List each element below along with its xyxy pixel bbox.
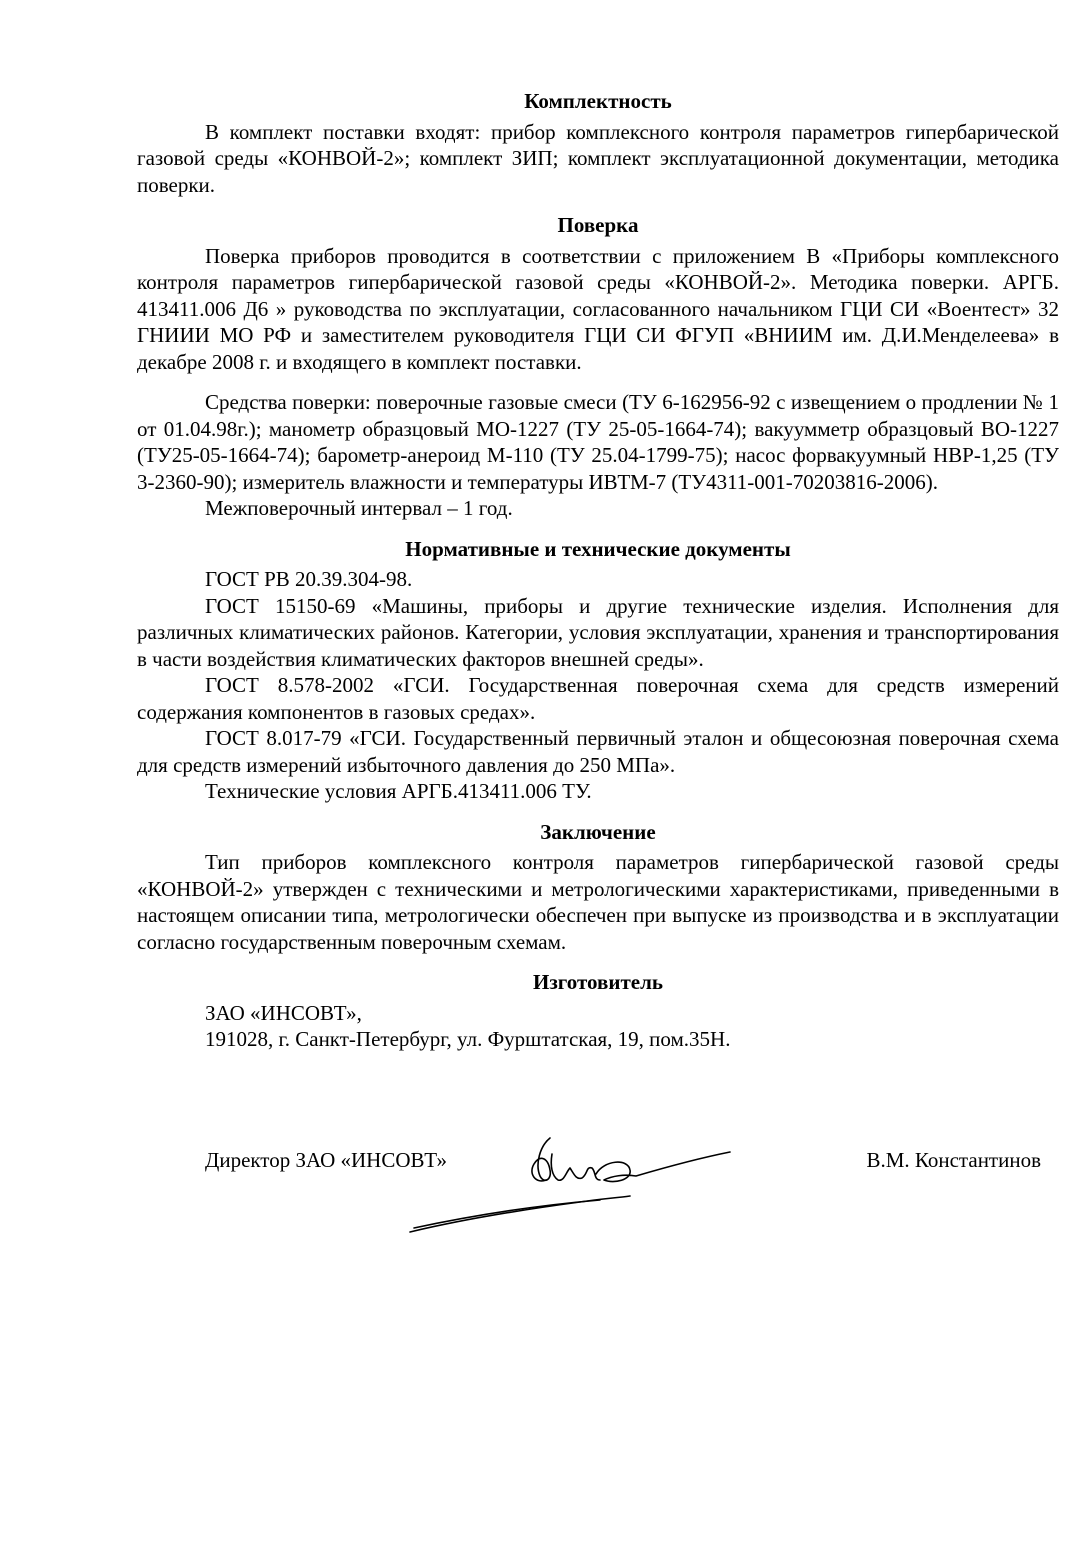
document-body — [137, 88, 1059, 1067]
paragraph: В комплект поставки входят: прибор комплексного контроля параметров гипербарической газовой среды «КОНВОЙ-2»; комплект ЗИП; комплект эксплуатационной документации, методика поверки. — [137, 119, 1059, 197]
handwritten-signature — [400, 1124, 740, 1244]
section-manufacturer — [137, 969, 1059, 1053]
manufacturer-address: 191028, г. Санкт-Петербург, ул. Фурштатская, 19, пом.35Н. — [205, 1027, 731, 1051]
signer-name: В.М. Константинов — [866, 1148, 1041, 1172]
paragraph: Межповерочный интервал – 1 год. — [205, 496, 513, 520]
paragraph: ГОСТ РВ 20.39.304-98. — [205, 567, 413, 591]
paragraph: Технические условия АРГБ.413411.006 ТУ. — [205, 779, 592, 803]
paragraph: ГОСТ 8.578-2002 «ГСИ. Государственная поверочная схема для средств измерений содержания компонентов в газовых средах». — [137, 673, 1059, 724]
section-normative — [137, 536, 1059, 805]
section-title: Заключение — [540, 819, 656, 844]
section-completeness — [137, 88, 1059, 198]
paragraph: Средства поверки: поверочные газовые смеси (ТУ 6-162956-92 с извещением о продлении № 1 от 01.04.98г.); манометр образцовый МО-1227 (ТУ 25-05-1664-74); вакуумметр образцовый ВО-1227 (ТУ25-05-1664-74); барометр-анероид М-110 (ТУ 25.04-1799-75); насос форвакуумный НВР-1,25 (ТУ 3-2360-90); измеритель влажности и температуры ИВТМ-7 (ТУ4311-001-70203816-2006). — [137, 390, 1059, 494]
section-title: Комплектность — [524, 89, 672, 113]
section-title: Изготовитель — [533, 970, 663, 994]
paragraph: ГОСТ 15150-69 «Машины, приборы и другие технические изделия. Исполнения для различных климатических районов. Категории, условия эксплуатации, хранения и транспортирования в части воздействия климатических факторов внешней среды». — [137, 593, 1059, 671]
section-verification — [137, 212, 1059, 522]
signer-position: Директор ЗАО «ИНСОВТ» — [205, 1148, 448, 1172]
section-title: Нормативные и технические документы — [405, 536, 791, 561]
section-conclusion — [137, 819, 1059, 956]
paragraph: Тип приборов комплексного контроля параметров гипербарической газовой среды «КОНВОЙ-2» утвержден с техническими и метрологическими характеристиками, приведенными в настоящем описании типа, метрологически обеспечен при выпуске из производства и в эксплуатации согласно государственным поверочным схемам. — [137, 850, 1059, 954]
paragraph: Поверка приборов проводится в соответствии с приложением В «Приборы комплексного контроля параметров гипербарической газовой среды «КОНВОЙ-2». Методика поверки. АРГБ. 413411.006 Д6 » руководства по эксплуатации, согласованного начальником ГЦИ СИ «Воентест» 32 ГНИИИ МО РФ и заместителем руководителя ГЦИ СИ ФГУП «ВНИИМ им. Д.И.Менделеева» в декабре 2008 г. и входящего в комплект поставки. — [137, 243, 1059, 374]
manufacturer-name: ЗАО «ИНСОВТ», — [205, 1000, 362, 1025]
paragraph: ГОСТ 8.017-79 «ГСИ. Государственный первичный эталон и общесоюзная поверочная схема для средств измерений избыточного давления до 250 МПа». — [137, 726, 1059, 777]
section-title: Поверка — [557, 213, 639, 237]
